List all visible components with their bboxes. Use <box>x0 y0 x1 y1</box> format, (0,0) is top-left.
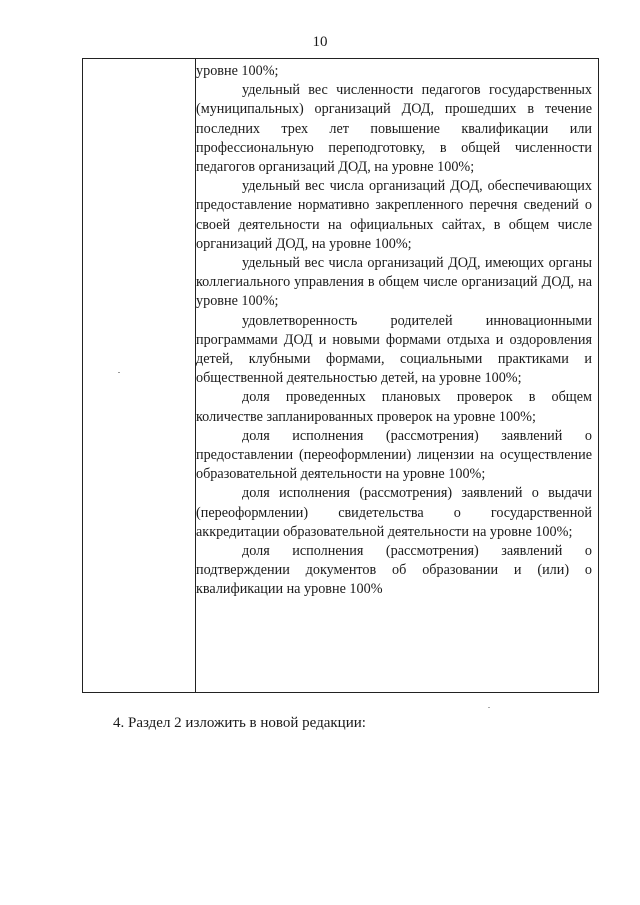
table-paragraph: удельный вес числа организаций ДОД, обеспечивающих предоставление нормативно закрепленного перечня сведений о своей деятельности на официальных сайтах, в общем числе организаций ДОД, на уровне 100%; <box>196 178 592 252</box>
document-table <box>82 58 599 693</box>
table-paragraph: удельный вес числа организаций ДОД, имеющих органы коллегиального управления в общем числе организаций ДОД, на уровне 100%; <box>196 255 592 310</box>
scan-speck <box>118 372 120 373</box>
table-paragraph: уровне 100%; <box>196 63 279 79</box>
table-paragraph: удельный вес численности педагогов государственных (муниципальных) организаций ДОД, прошедших в течение последних трех лет повышение квалификации или профессиональную переподготовку, в общей численности педагогов организаций ДОД, на уровне 100%; <box>196 82 592 176</box>
table-paragraph: доля исполнения (рассмотрения) заявлений о выдачи (переоформлении) свидетельства о государственной аккредитации образовательной деятельности на уровне 100%; <box>196 485 592 540</box>
table-left-column <box>83 59 196 692</box>
closing-paragraph: 4. Раздел 2 изложить в новой редакции: <box>113 715 366 731</box>
table-paragraph: удовлетворенность родителей инновационными программами ДОД и новыми формами отдыха и оздоровления детей, клубными формами, социальными практиками и общественной деятельностью детей, на уровне 100%; <box>196 312 592 387</box>
table-paragraph: доля исполнения (рассмотрения) заявлений о предоставлении (переоформлении) лицензии на осуществление образовательной деятельности на уровне 100%; <box>196 427 592 483</box>
table-paragraph: доля исполнения (рассмотрения) заявлений о подтверждении документов об образовании и (или) о квалификации на уровне 100% <box>196 543 592 598</box>
table-paragraph: доля проведенных плановых проверок в общем количестве запланированных проверок на уровне 100%; <box>196 389 592 425</box>
table-right-column <box>196 59 592 692</box>
page-number: 10 <box>312 34 328 50</box>
scan-speck <box>488 707 490 708</box>
